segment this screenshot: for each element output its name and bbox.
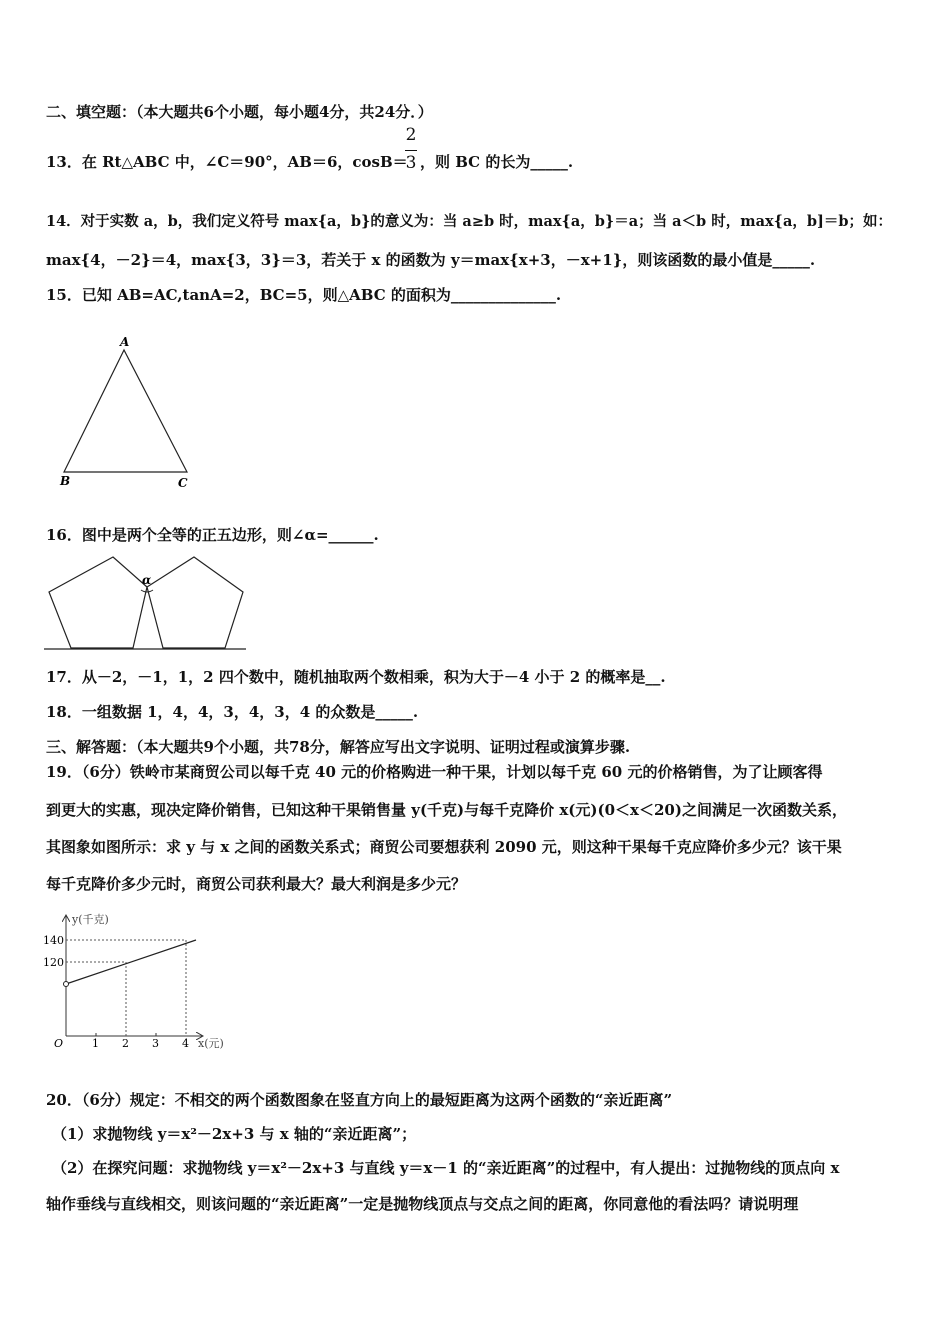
q15-text: 15．已知 AB=AC,tanA=2，BC=5，则△ABC 的面积为______________. — [46, 286, 562, 304]
pentagons-figure — [44, 552, 250, 654]
triangle-abc — [64, 350, 187, 472]
q14-line2: max{4，－2}＝4，max{3，3}＝3，若关于 x 的函数为 y＝max{x+3，－x+1}，则该函数的最小值是_____. — [46, 251, 816, 269]
q19-graph — [40, 906, 240, 1058]
q19-line4: 每千克降价多少元时，商贸公司获利最大？最大利润是多少元？ — [46, 875, 467, 893]
y-axis-label: y(千克) — [72, 913, 109, 926]
section2-heading: 二、填空题：（本大题共6个小题，每小题4分，共24分．） — [46, 103, 433, 121]
vertex-label-a: A — [120, 335, 130, 349]
left-pentagon — [49, 557, 147, 648]
q14-line1: 14．对于实数 a，b，我们定义符号 max{a，b}的意义为：当 a≥b 时，max{a，b}＝a；当 a＜b 时，max{a，b]＝b；如： — [46, 213, 892, 230]
q13-fraction-bar — [405, 150, 417, 151]
origin-label: O — [54, 1037, 64, 1050]
x-tick-2: 2 — [122, 1037, 129, 1050]
right-pentagon — [147, 557, 243, 648]
triangle-figure — [50, 332, 210, 494]
q19-line1: 19．（6分）铁岭市某商贸公司以每千克 40 元的价格购进一种干果，计划以每千克 60 元的价格销售，为了让顾客得 — [46, 763, 823, 781]
q13-text-before: 13．在 Rt△ABC 中，∠C＝90°，AB＝6，cosB＝ — [46, 153, 408, 171]
y-tick-120: 120 — [43, 956, 64, 969]
q20-line1: 20．（6分）规定：不相交的两个函数图象在竖直方向上的最短距离为这两个函数的“亲近距离” — [46, 1091, 673, 1109]
section3-heading: 三、解答题：（本大题共9个小题，共78分，解答应写出文字说明、证明过程或演算步骤. — [46, 738, 631, 756]
y-tick-140: 140 — [43, 934, 64, 947]
open-endpoint — [64, 982, 69, 987]
vertex-label-b: B — [60, 474, 71, 488]
x-axis-label: x(元) — [198, 1037, 224, 1050]
q20-line2: （1）求抛物线 y＝x²－2x+3 与 x 轴的“亲近距离”； — [52, 1125, 417, 1143]
q17-text: 17．从－2，－1，1，2 四个数中，随机抽取两个数相乘，积为大于－4 小于 2 的概率是__. — [46, 668, 666, 686]
vertex-label-c: C — [178, 476, 188, 490]
q20-line3: （2）在探究问题：求抛物线 y＝x²－2x+3 与直线 y＝x－1 的“亲近距离”的过程中，有人提出：过抛物线的顶点向 x — [52, 1159, 840, 1177]
q13-text-after: ，则 BC 的长为_____. — [420, 153, 574, 171]
q13-fraction-numerator: 2 — [405, 125, 417, 145]
angle-arc — [141, 590, 153, 592]
q19-line2: 到更大的实惠，现决定降价销售，已知这种干果销售量 y(千克)与每千克降价 x(元)(0＜x＜20)之间满足一次函数关系， — [46, 801, 847, 819]
graph-line — [66, 940, 196, 984]
q13-fraction-denominator: 3 — [405, 153, 417, 173]
x-tick-4: 4 — [182, 1037, 189, 1050]
q20-line4: 轴作垂线与直线相交，则该问题的“亲近距离”一定是抛物线顶点与交点之间的距离，你同意他的看法吗？请说明理 — [46, 1195, 799, 1213]
x-tick-3: 3 — [152, 1037, 159, 1050]
q18-text: 18．一组数据 1，4，4，3，4，3，4 的众数是_____. — [46, 703, 419, 721]
angle-alpha-label: α — [142, 573, 152, 587]
q19-line3: 其图象如图所示：求 y 与 x 之间的函数关系式；商贸公司要想获利 2090 元，则这种干果每千克应降价多少元？该干果 — [46, 838, 842, 856]
q16-text: 16．图中是两个全等的正五边形，则∠α=______. — [46, 526, 379, 544]
x-tick-1: 1 — [92, 1037, 99, 1050]
